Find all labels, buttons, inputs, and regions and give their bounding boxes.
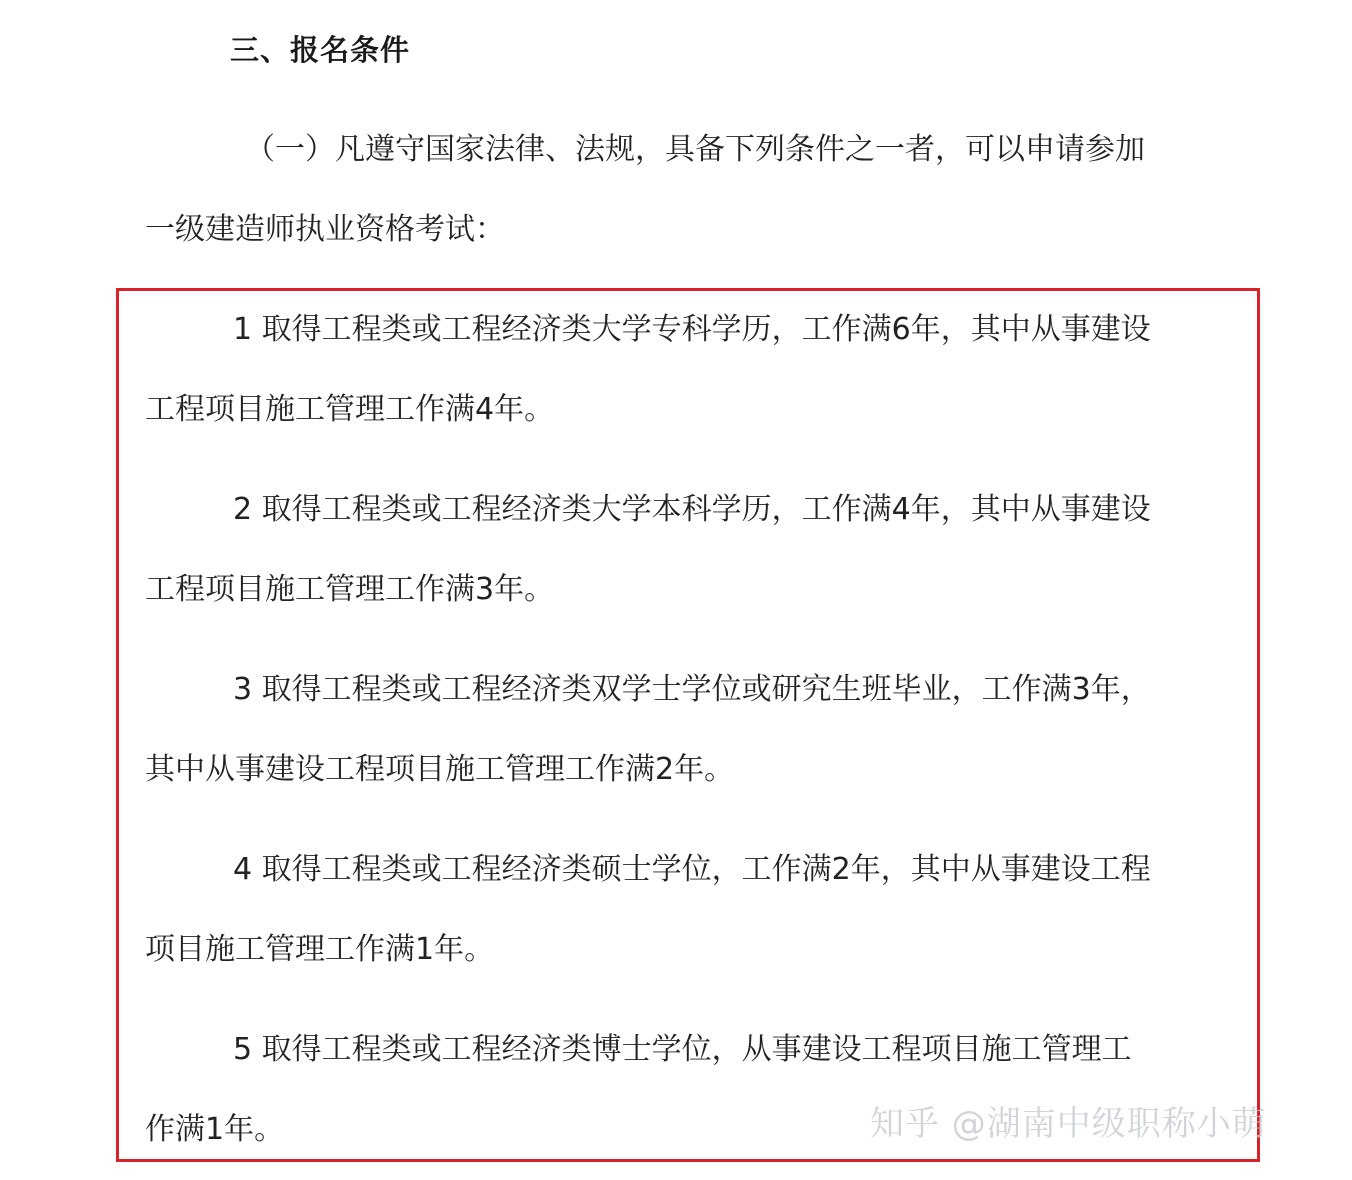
condition-2-line-2: 工程项目施工管理工作满3年。 (145, 572, 555, 607)
condition-1-line-1: 1 取得工程类或工程经济类大学专科学历，工作满6年，其中从事建设 (233, 312, 1151, 347)
intro-line-2: 一级建造师执业资格考试： (145, 212, 505, 247)
condition-5-line-2: 作满1年。 (145, 1112, 285, 1147)
condition-4-line-1: 4 取得工程类或工程经济类硕士学位，工作满2年，其中从事建设工程 (233, 852, 1151, 887)
condition-2-line-1: 2 取得工程类或工程经济类大学本科学历，工作满4年，其中从事建设 (233, 492, 1151, 527)
condition-3-line-1: 3 取得工程类或工程经济类双学士学位或研究生班毕业，工作满3年， (233, 672, 1151, 707)
section-heading: 三、报名条件 (230, 33, 411, 67)
condition-1-line-2: 工程项目施工管理工作满4年。 (145, 392, 555, 427)
condition-3-line-2: 其中从事建设工程项目施工管理工作满2年。 (145, 752, 735, 787)
intro-line-1: （一）凡遵守国家法律、法规，具备下列条件之一者，可以申请参加 (245, 132, 1145, 167)
condition-5-line-1: 5 取得工程类或工程经济类博士学位，从事建设工程项目施工管理工 (233, 1032, 1132, 1067)
condition-4-line-2: 项目施工管理工作满1年。 (145, 932, 495, 967)
watermark: 知乎 @湖南中级职称小萌 (870, 1104, 1267, 1144)
